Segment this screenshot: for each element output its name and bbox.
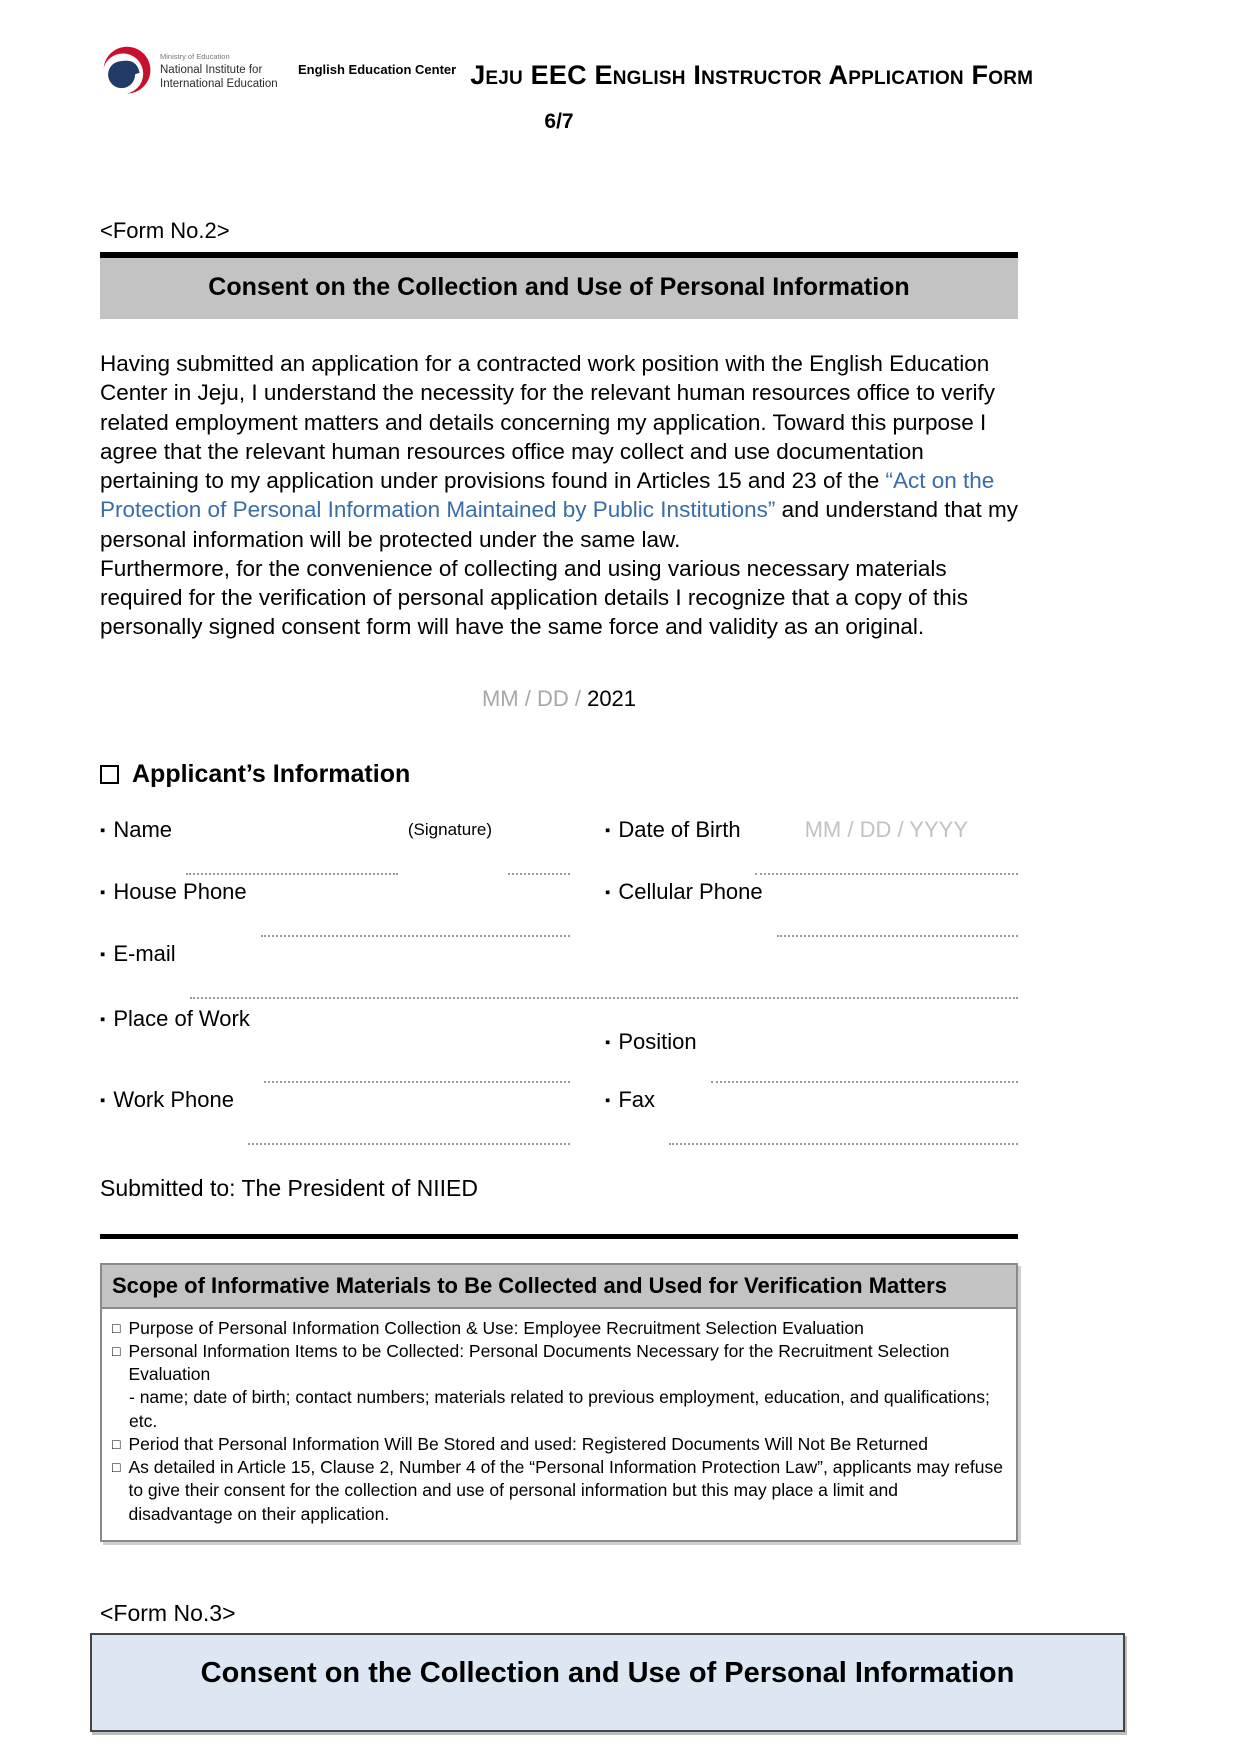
signature-input-line[interactable] (508, 817, 570, 875)
checkbox-icon (100, 765, 119, 784)
law-reference-text: “Act on the Protection of Personal Information Maintained by Public Institutions” (100, 468, 995, 523)
square-bullet-icon: □ (112, 1435, 121, 1452)
scope-box-title: Scope of Informative Materials to Be Collected and Used for Verification Matters (102, 1265, 1016, 1309)
field-name (100, 817, 570, 875)
house-phone-input-line[interactable] (261, 879, 570, 937)
field-date-of-birth (605, 817, 1018, 875)
applicant-info-heading (100, 760, 1018, 789)
paragraph-text-before: Having submitted an application for a contracted work position with the English Education Center in Jeju, I understand the necessity for the relevant human resources office to verify related employment matters and details concerning my application. Toward this purpose I agree that the relevant human resources office may collect and use documentation pertaining to my application under provisions found in Articles 15 and 23 of the (100, 351, 996, 493)
place-of-work-label: ▪ Place of Work (100, 1005, 250, 1031)
scope-box-body (102, 1309, 1016, 1540)
scope-item-text: As detailed in Article 15, Clause 2, Number 4 of the “Personal Information Protection Law”, applicants may refuse to give their consent for the collection and use of personal information but this may place a limit and disadvantage on their application. (128, 1457, 1003, 1524)
paragraph-text-after: and understand that my personal information will be protected under the same law. (100, 497, 1019, 552)
date-placeholder[interactable]: MM / DD / (481, 685, 588, 711)
bullet-icon: ▪ (605, 821, 611, 839)
form-no-3-label: <Form No.3> (100, 1599, 236, 1626)
field-email (100, 941, 1018, 999)
field-house-phone (100, 879, 570, 937)
place-of-work-input-line[interactable] (264, 1003, 570, 1083)
email-label: ▪ E-mail (100, 940, 176, 966)
scope-item (112, 1317, 1006, 1340)
position-label: ▪ Position (605, 1028, 697, 1054)
field-fax (605, 1087, 1018, 1145)
name-label: ▪ Name (100, 816, 173, 842)
work-phone-label: ▪ Work Phone (100, 1086, 234, 1112)
date-line (100, 686, 1018, 712)
square-bullet-icon: □ (112, 1459, 121, 1476)
ministry-label: Ministry of Education (160, 52, 230, 61)
bullet-icon: ▪ (605, 1033, 611, 1051)
scope-item-text: Period that Personal Information Will Be Stored and used: Registered Documents Will Not Be Returned (128, 1433, 929, 1454)
bullet-icon: ▪ (100, 821, 106, 839)
fax-label: ▪ Fax (605, 1086, 656, 1112)
date-year: 2021 (587, 685, 637, 711)
email-input-line[interactable] (190, 941, 1018, 999)
page-number: 6/7 (544, 110, 574, 133)
bullet-icon: ▪ (100, 883, 106, 901)
scope-item (112, 1340, 1006, 1387)
applicant-fields (100, 817, 1018, 1149)
field-cellular-phone (605, 879, 1018, 937)
dob-label: ▪ Date of Birth (605, 816, 741, 842)
scope-item-text: Personal Information Items to be Collected: Personal Documents Necessary for the Recruitment Selection Evaluation (128, 1340, 950, 1385)
form3-consent-banner: Consent on the Collection and Use of Personal Information (90, 1633, 1125, 1732)
name-input-line[interactable] (186, 817, 398, 875)
bullet-icon: ▪ (100, 1010, 106, 1028)
scope-item (112, 1433, 1006, 1456)
house-phone-label: ▪ House Phone (100, 878, 247, 904)
dob-input-line[interactable] (755, 817, 1018, 875)
cell-phone-label: ▪ Cellular Phone (605, 878, 763, 904)
position-input-line[interactable] (711, 1003, 1018, 1083)
applicant-info-title: Applicant’s Information (132, 759, 411, 788)
institute-name (160, 44, 278, 98)
center-name: English Education Center (298, 62, 457, 77)
scope-box (100, 1263, 1018, 1542)
page-title: Jeju EEC English Instructor Application Form (470, 60, 1034, 90)
dob-placeholder: MM / DD / YYYY (804, 816, 968, 842)
bullet-icon: ▪ (605, 1091, 611, 1109)
niied-logo (100, 44, 288, 98)
square-bullet-icon: □ (112, 1319, 121, 1336)
header (100, 44, 1034, 98)
institute-line2: International Education (160, 78, 278, 91)
cell-phone-input-line[interactable] (777, 879, 1018, 937)
field-position (605, 1003, 1018, 1083)
ministry-taegeuk-icon (100, 44, 154, 98)
bullet-icon: ▪ (100, 1091, 106, 1109)
paragraph-2: Furthermore, for the convenience of collecting and using various necessary materials required for the verification of personal application details I recognize that a copy of this personally signed consent form will have the same force and validity as an original. (100, 555, 968, 640)
work-phone-input-line[interactable] (248, 1087, 570, 1145)
scope-item-subtext: - name; date of birth; contact numbers; materials related to previous employment, education, and qualifications; etc. (129, 1387, 990, 1431)
signature-label: (Signature) (407, 819, 492, 839)
scope-item (112, 1456, 1006, 1526)
bullet-icon: ▪ (605, 883, 611, 901)
field-work-phone (100, 1087, 570, 1145)
field-place-of-work (100, 1003, 570, 1083)
section-divider (100, 1234, 1018, 1239)
fax-input-line[interactable] (669, 1087, 1018, 1145)
institute-line1: National Institute for (160, 64, 263, 77)
bullet-icon: ▪ (100, 945, 106, 963)
square-bullet-icon: □ (112, 1342, 121, 1359)
scope-item-text: Purpose of Personal Information Collection & Use: Employee Recruitment Selection Evaluation (128, 1317, 864, 1338)
consent-banner: Consent on the Collection and Use of Personal Information (100, 252, 1018, 319)
form-no-2-label: <Form No.2> (100, 218, 230, 243)
submitted-to-line: Submitted to: The President of NIIED (100, 1174, 478, 1201)
consent-paragraph (100, 349, 1018, 642)
